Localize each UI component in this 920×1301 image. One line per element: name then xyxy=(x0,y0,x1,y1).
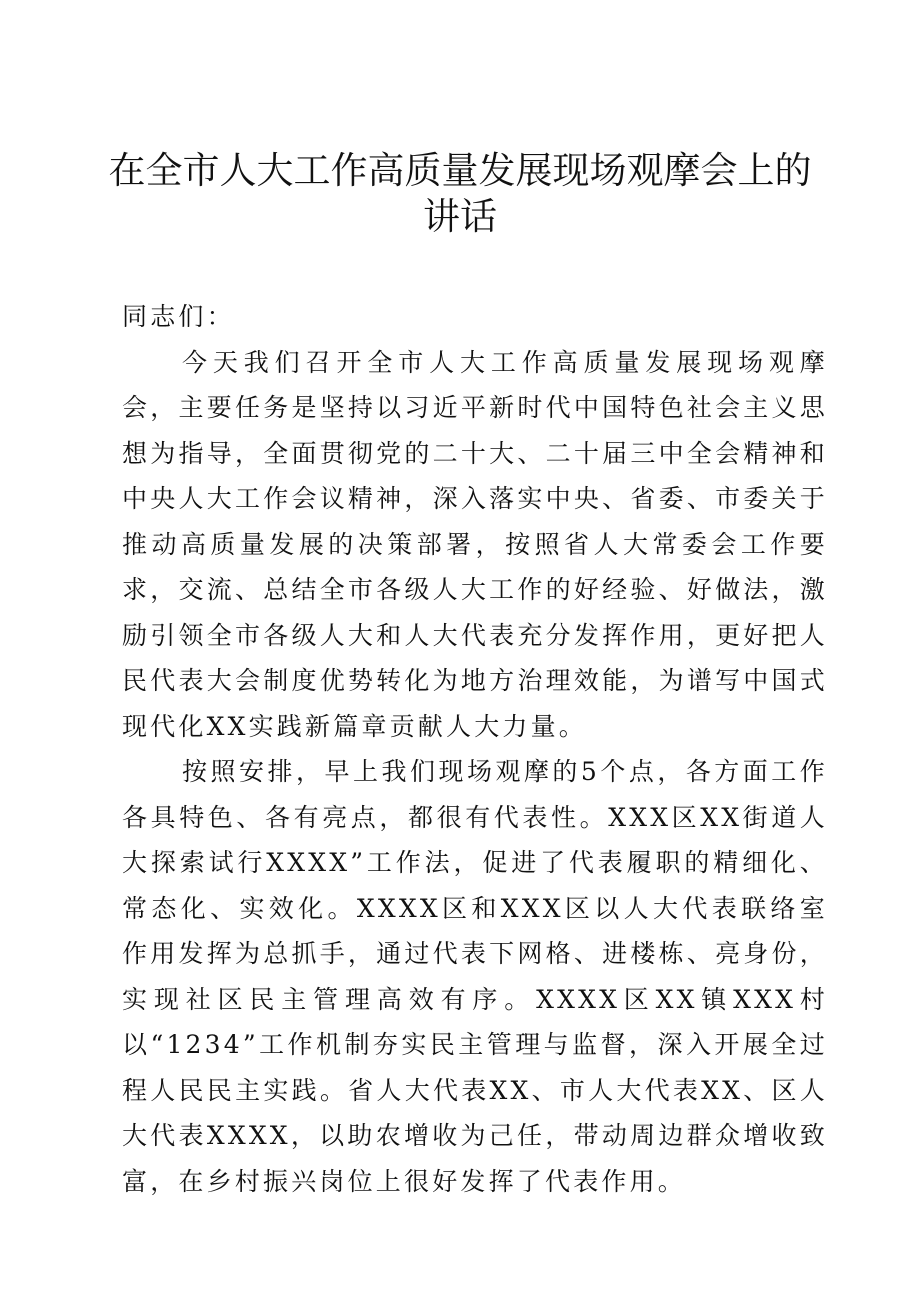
document-body xyxy=(122,294,828,1204)
salutation: 同志们： xyxy=(122,302,235,331)
document-title: 在全市人大工作高质量发展现场观摩会上的讲话 xyxy=(108,149,812,238)
paragraph-2: 按照安排，早上我们现场观摩的5个点，各方面工作各具特色、各有亮点，都很有代表性。XXX区XX街道人大探索试行XXXX”工作法，促进了代表履职的精细化、常态化、实效化。XXXX区和XXX区以人大代表联络室作用发挥为总抓手，通过代表下网格、进楼栋、亮身份，实现社区民主管理高效有序。XXXX区XX镇XXX村以“1234”工作机制夯实民主管理与监督，深入开展全过程人民民主实践。省人大代表XX、市人大代表XX、区人大代表XXXX，以助农增收为己任，带动周边群众增收致富，在乡村振兴岗位上很好发挥了代表作用。 xyxy=(122,757,828,1196)
paragraph-1: 今天我们召开全市人大工作高质量发展现场观摩会，主要任务是坚持以习近平新时代中国特色社会主义思想为指导，全面贯彻党的二十大、二十届三中全会精神和中央人大工作会议精神，深入落实中央、省委、市委关于推动高质量发展的决策部署，按照省人大常委会工作要求，交流、总结全市各级人大工作的好经验、好做法，激励引领全市各级人大和人大代表充分发挥作用，更好把人民代表大会制度优势转化为地方治理效能，为谱写中国式现代化XX实践新篇章贡献人大力量。 xyxy=(122,347,828,741)
